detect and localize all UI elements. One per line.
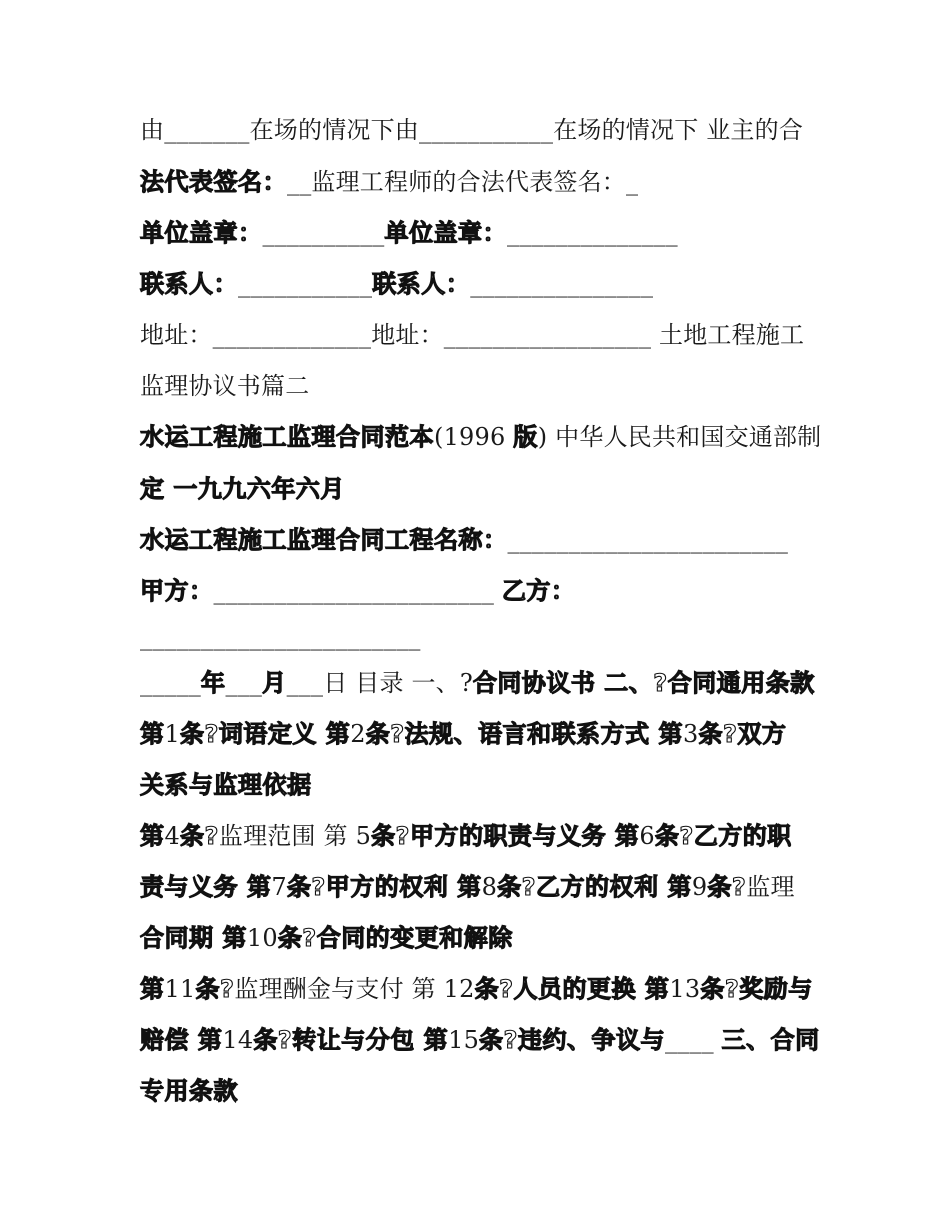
text-segment: ______________ (507, 219, 678, 247)
text-segment: 6 (639, 822, 655, 850)
text-line (140, 668, 820, 698)
text-line (140, 576, 820, 606)
text-segment: 1 (164, 720, 180, 748)
text-segment: 单位盖章： (384, 219, 507, 247)
text-line (140, 371, 820, 401)
text-segment: ___日 目录 一、? (286, 669, 473, 697)
text-segment: 13 (669, 975, 701, 1003)
text-segment: 条? (195, 975, 235, 1003)
text-segment: 条?合同的变更和解除 (277, 924, 513, 952)
text-line (140, 167, 820, 197)
text-segment: 法代表签名： (140, 168, 287, 196)
text-segment: 第 (140, 822, 165, 850)
text-segment: __监理工程师的合法代表签名：_ (287, 168, 639, 196)
text-line (140, 622, 820, 652)
text-segment: _______________________ (213, 577, 502, 605)
text-segment: 监理协议书篇二 (140, 372, 310, 400)
text-segment: 7 (271, 873, 287, 901)
text-segment: 监理 (746, 873, 795, 901)
text-segment: (1996 (434, 423, 514, 451)
text-segment: 年 (201, 669, 226, 697)
text-segment: 由_______在场的情况下由___________在场的情况下 业主的合 (140, 116, 804, 144)
text-line (140, 269, 820, 299)
text-segment: 10 (246, 924, 278, 952)
text-line (140, 320, 820, 350)
text-line (140, 923, 820, 953)
text-segment: 版 (513, 423, 538, 451)
text-segment: 条?乙方的职 (654, 822, 792, 850)
text-segment: _____ (140, 669, 201, 697)
text-segment: 15 (448, 1026, 480, 1054)
text-segment: 甲方： (140, 577, 214, 605)
text-segment: 条?甲方的权利 第 (286, 873, 482, 901)
text-line (140, 872, 820, 902)
text-segment: 4 (164, 822, 180, 850)
text-segment: ) 中华人民共和国交通部制 (537, 423, 822, 451)
text-segment: 监理范围 第 (218, 822, 356, 850)
text-segment: 11 (164, 975, 196, 1003)
text-segment: _______________________ (140, 623, 421, 651)
text-line (140, 115, 820, 145)
text-line (140, 770, 820, 800)
text-segment: 水运工程施工监理合同工程名称： (140, 526, 508, 554)
text-segment: 单位盖章： (140, 219, 263, 247)
text-segment: 监理酬金与支付 第 (234, 975, 444, 1003)
text-segment: 条?人员的更换 第 (474, 975, 670, 1003)
text-segment: 水运工程施工监理合同范本 (140, 423, 434, 451)
text-segment: 条?奖励与 (700, 975, 813, 1003)
text-segment: 联系人： (372, 270, 471, 298)
text-line (140, 422, 820, 452)
text-segment: 第 (140, 720, 165, 748)
text-segment: 3 (683, 720, 699, 748)
text-segment: _______________ (470, 270, 654, 298)
text-line (140, 719, 820, 749)
text-segment: 8 (481, 873, 498, 901)
text-segment: _______________________ (507, 526, 789, 554)
text-segment: 条?甲方的职责与义务 第 (371, 822, 640, 850)
text-segment: ___ (225, 669, 263, 697)
text-segment: 条?违约、争议与 (479, 1026, 665, 1054)
text-segment: ___________ (238, 270, 373, 298)
text-segment: 地址：_____________地址：_________________ 土地工程施工 (140, 321, 805, 349)
text-segment: 定 一九九六年六月 (140, 475, 345, 503)
text-segment: 联系人： (140, 270, 238, 298)
text-line (140, 821, 820, 851)
text-segment: 第 (140, 975, 165, 1003)
text-segment: 条?转让与分包 第 (253, 1026, 449, 1054)
text-segment: 5 (355, 822, 372, 850)
text-segment: 专用条款 (140, 1077, 238, 1105)
text-segment: 三、合同 (721, 1026, 820, 1054)
text-segment: 条? (179, 822, 219, 850)
text-segment: 9 (691, 873, 708, 901)
text-segment: 12 (443, 975, 475, 1003)
text-segment: 责与义务 第 (140, 873, 272, 901)
text-line (140, 1076, 820, 1106)
text-line (140, 525, 820, 555)
text-segment: 合同协议书 二、?合同通用条款 (472, 669, 815, 697)
text-segment: 乙方： (501, 577, 576, 605)
text-segment: 合同期 第 (140, 924, 247, 952)
text-segment: 条?乙方的权利 第 (497, 873, 692, 901)
text-segment: 条?词语定义 第 (179, 720, 351, 748)
text-segment: 条?法规、语言和联系方式 第 (365, 720, 684, 748)
text-line (140, 1025, 820, 1055)
text-segment: 月 (262, 669, 287, 697)
text-line (140, 974, 820, 1004)
text-segment: 关系与监理依据 (140, 771, 312, 799)
text-segment: 条?双方 (698, 720, 787, 748)
text-segment: __________ (262, 219, 385, 247)
text-segment: ____ (664, 1026, 722, 1054)
text-line (140, 218, 820, 248)
text-line (140, 474, 820, 504)
text-segment: 赔偿 第 (140, 1026, 223, 1054)
text-segment: 14 (222, 1026, 254, 1054)
text-segment: 2 (350, 720, 366, 748)
text-segment: 条? (707, 873, 747, 901)
